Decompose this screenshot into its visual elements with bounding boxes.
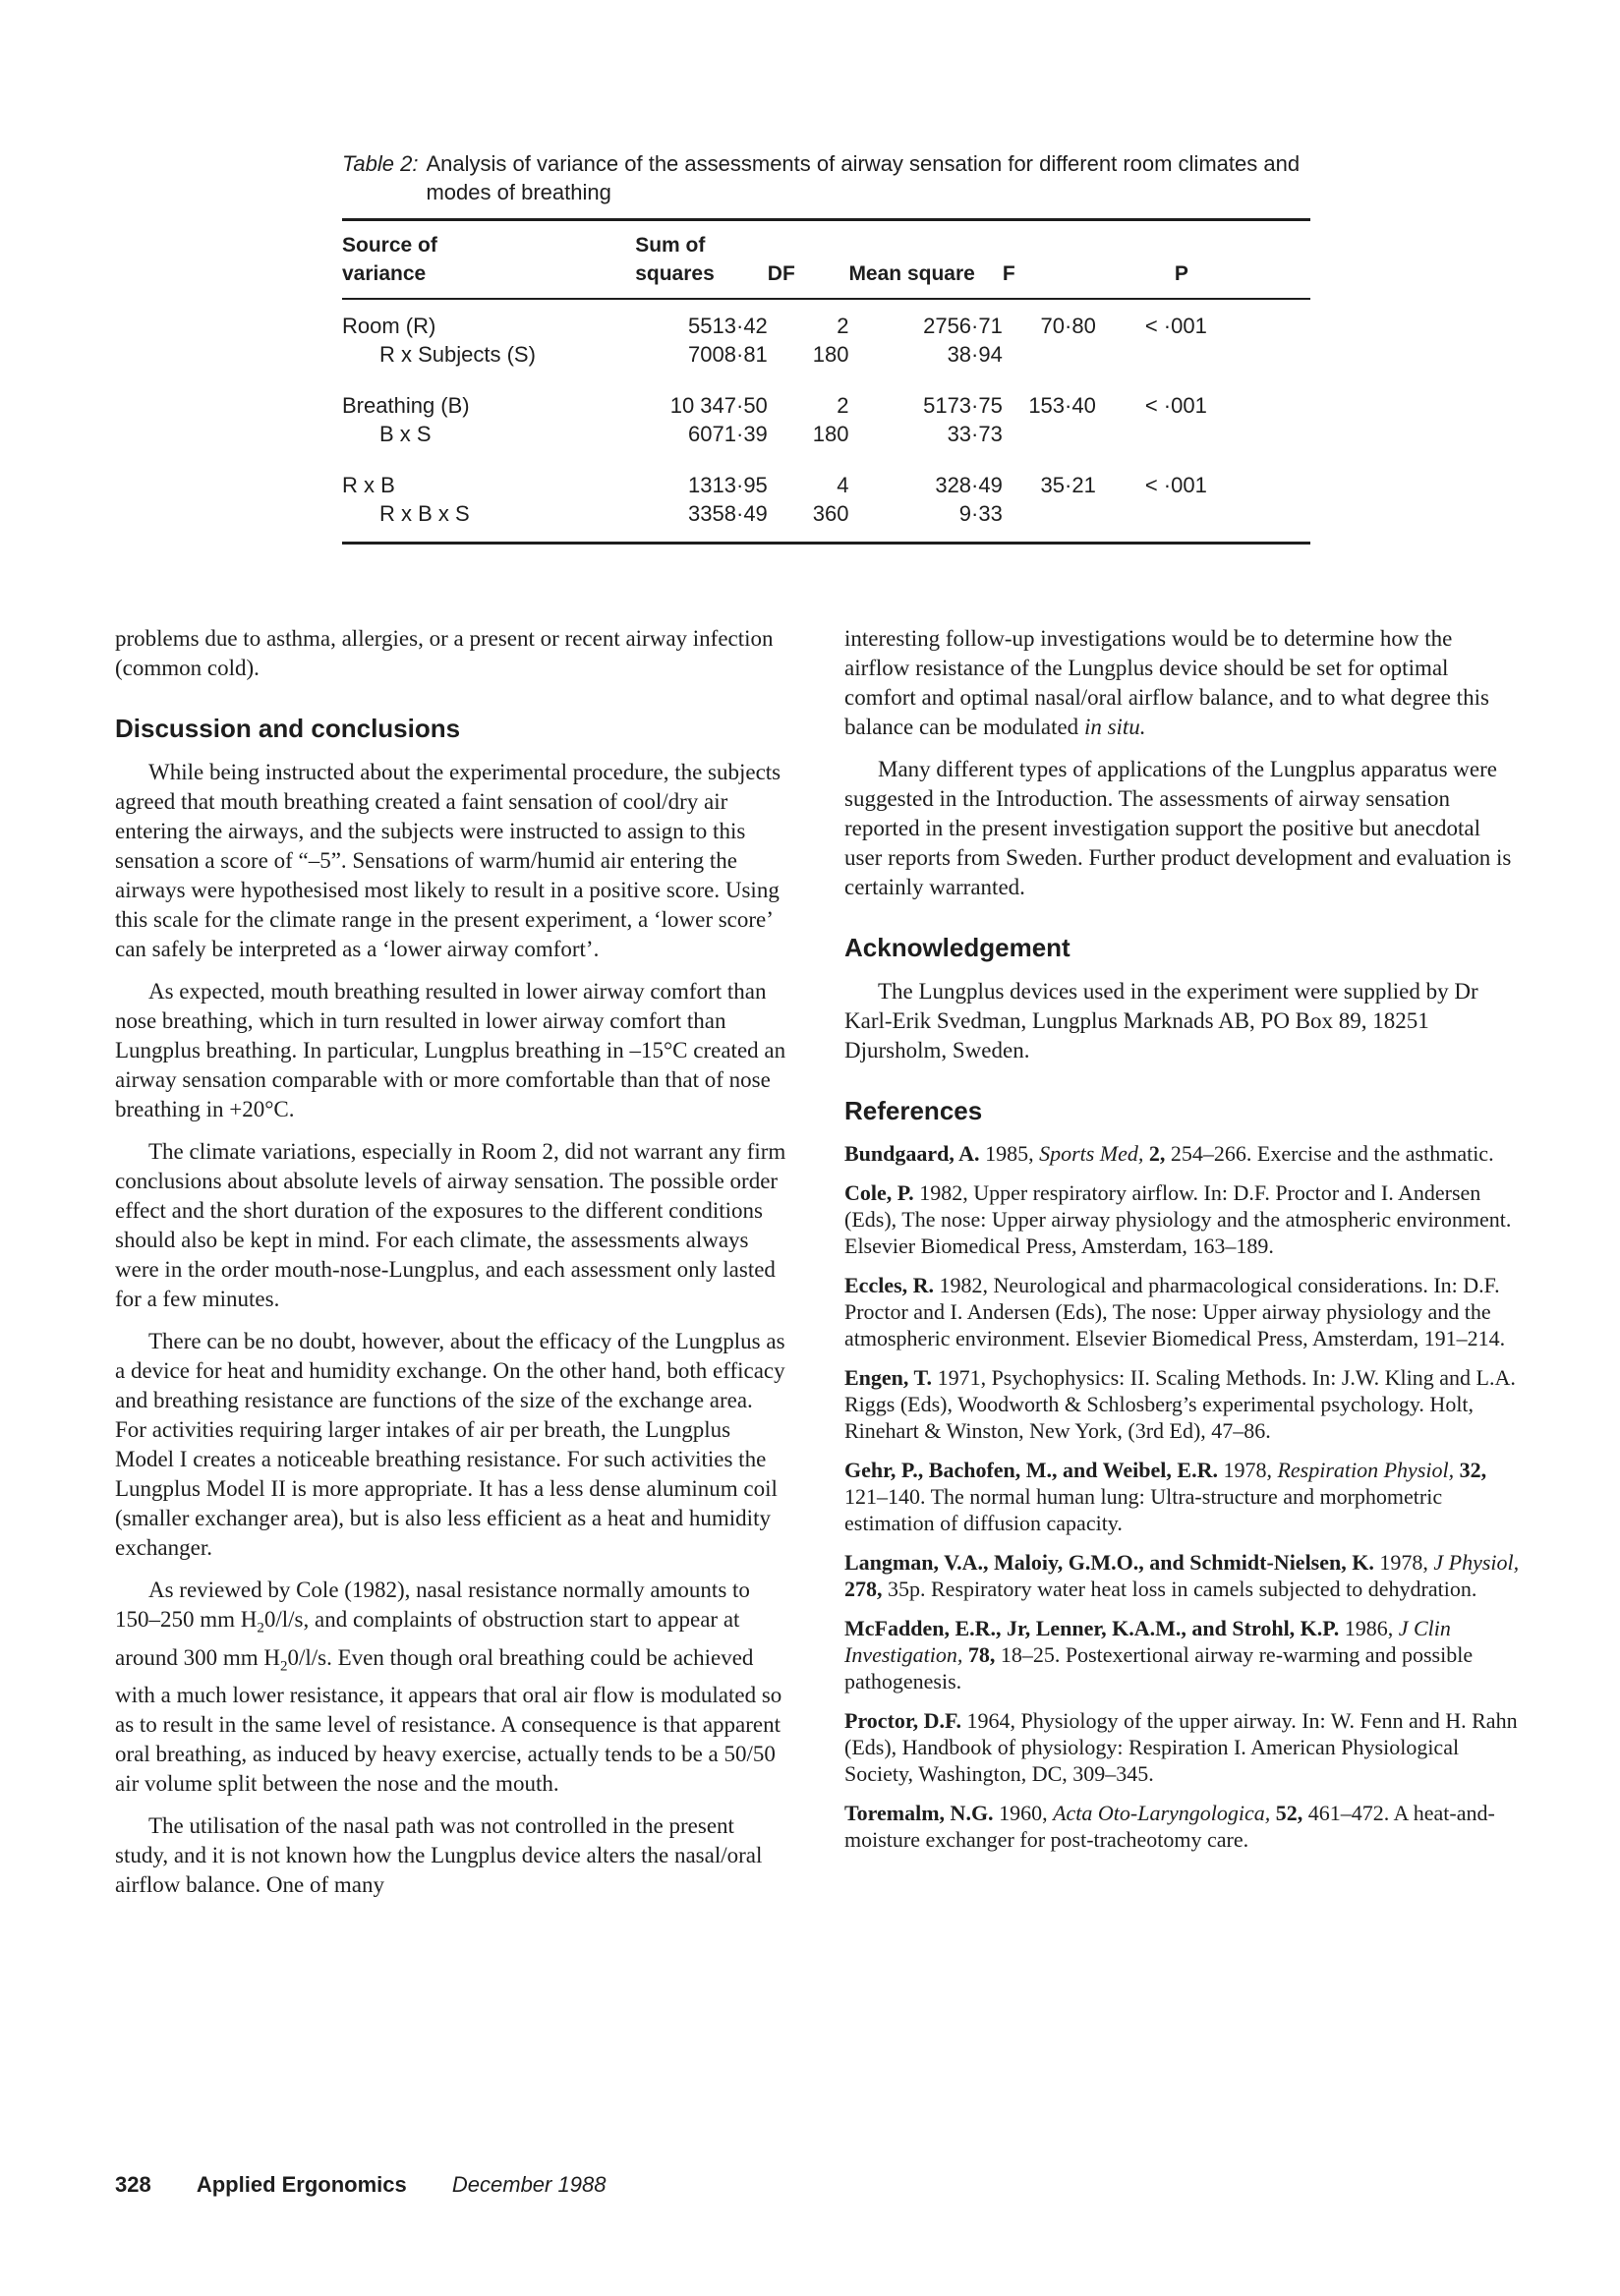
table-row bbox=[342, 340, 1310, 369]
table-label: Table 2: bbox=[342, 151, 419, 176]
paragraph: There can be no doubt, however, about the efficacy of the Lungplus as a device for heat and humidity exchange. On the other hand, both efficacy and breathing resistance are functions of the size of the exchange area. For activities requiring larger intakes of air per breath, the Lungplus Model I creates a noticeable breathing resistance. For such activities the Lungplus Model II is more appropriate. It has a less dense aluminum coil (smaller exchanger area), but is also less efficient as a heat and humidity exchanger. bbox=[115, 1329, 785, 1560]
table-bottom-rule bbox=[342, 542, 1310, 545]
table-row bbox=[342, 391, 1310, 420]
header-df: DF bbox=[767, 262, 795, 285]
cell-df: 180 bbox=[812, 422, 849, 446]
heading-discussion: Discussion and conclusions bbox=[115, 714, 461, 743]
ref-volume: 78, bbox=[962, 1642, 996, 1667]
cell-source: R x Subjects (S) bbox=[379, 342, 536, 367]
page-footer bbox=[115, 2172, 645, 2198]
ref-author: Bundgaard, A. bbox=[844, 1141, 980, 1166]
ref-author: McFadden, E.R., Jr, Lenner, K.A.M., and Strohl, K.P. bbox=[844, 1616, 1340, 1640]
table-row bbox=[342, 471, 1310, 499]
heading-acknowledgement: Acknowledgement bbox=[844, 933, 1070, 962]
ref-text: 121–140. The normal human lung: Ultra-structure and morphometric estimation of diffusion capacity. bbox=[844, 1484, 1443, 1535]
cell-df: 180 bbox=[812, 342, 849, 367]
cell-f bbox=[1003, 340, 1096, 369]
ref-journal: J Clin Investigation, bbox=[844, 1616, 1451, 1667]
table-header-row bbox=[342, 221, 1310, 298]
ref-author: Eccles, R. bbox=[844, 1273, 935, 1297]
reference-item bbox=[844, 1364, 1523, 1444]
ref-text: 1978, bbox=[1373, 1550, 1434, 1575]
cell-ms: 328·49 bbox=[935, 473, 1003, 497]
table-caption-text: Analysis of variance of the assessments of airway sensation for different room climates and modes of breathing bbox=[426, 151, 1301, 204]
ref-author: Engen, T. bbox=[844, 1365, 933, 1390]
table-row bbox=[342, 420, 1310, 448]
table-row bbox=[342, 499, 1310, 528]
cell-source: R x B x S bbox=[379, 501, 470, 526]
text-run: 0/l/s. Even though oral breathing could be achieved with a much lower resistance, it appears that oral air flow is modulated so as to result in the same level of resistance. A consequence is that apparent oral breathing, as induced by heavy exercise, actually tends to be a 50/50 air volume split between the nose and the mouth. bbox=[115, 1644, 782, 1797]
paragraph: As expected, mouth breathing resulted in lower airway comfort than nose breathing, which in turn resulted in lower airway comfort than Lungplus breathing. In particular, Lungplus breathing in –15°C created an airway sensation comparable with or more comfortable than that of nose breathing in +20°C. bbox=[115, 979, 786, 1121]
cell-f: 70·80 bbox=[1040, 314, 1096, 338]
ref-volume: 32, bbox=[1454, 1458, 1487, 1482]
cell-p: < ·001 bbox=[1144, 314, 1207, 338]
ref-text: 35p. Respiratory water heat loss in camels subjected to dehydration. bbox=[882, 1577, 1477, 1601]
reference-list bbox=[844, 1140, 1523, 1853]
header-source: Source of variance bbox=[342, 234, 437, 285]
paragraph bbox=[115, 1576, 788, 1799]
subscript: 2 bbox=[257, 1620, 264, 1636]
heading-references: References bbox=[844, 1096, 983, 1125]
paragraph bbox=[844, 624, 1523, 742]
reference-item bbox=[844, 1140, 1523, 1167]
ref-journal: Sports Med, bbox=[1039, 1141, 1144, 1166]
ref-author: Langman, V.A., Maloiy, G.M.O., and Schmidt-Nielsen, K. bbox=[844, 1550, 1374, 1575]
ref-volume: 2, bbox=[1143, 1141, 1166, 1166]
ref-text: 1978, bbox=[1217, 1458, 1278, 1482]
reference-item bbox=[844, 1272, 1523, 1351]
text-run: 0/l/s, and complaints of obstruction start to appear at around 300 mm H bbox=[115, 1607, 740, 1670]
cell-ms: 38·94 bbox=[947, 342, 1003, 367]
ref-text: 1986, bbox=[1339, 1616, 1399, 1640]
ref-journal: J Physiol, bbox=[1433, 1550, 1520, 1575]
cell-ss: 6071·39 bbox=[688, 422, 768, 446]
ref-text: 461–472. A heat-and-moisture exchanger for post-tracheotomy care. bbox=[844, 1801, 1495, 1852]
issue-date: December 1988 bbox=[451, 2172, 607, 2197]
cell-p bbox=[1096, 420, 1310, 448]
paragraph: The Lungplus devices used in the experiment were supplied by Dr Karl-Erik Svedman, Lungplus Marknads AB, PO Box 89, 18251 Djursholm, Sweden. bbox=[844, 979, 1478, 1062]
cell-ss: 7008·81 bbox=[688, 342, 768, 367]
reference-item bbox=[844, 1179, 1523, 1259]
ref-volume: 52, bbox=[1270, 1801, 1303, 1825]
cell-source: Room (R) bbox=[342, 314, 436, 338]
cell-f bbox=[1003, 499, 1096, 528]
ref-text: 1985, bbox=[979, 1141, 1040, 1166]
ref-author: Gehr, P., Bachofen, M., and Weibel, E.R. bbox=[844, 1458, 1218, 1482]
ref-text: 1982, Neurological and pharmacological considerations. In: D.F. Proctor and I. Andersen (Eds), The nose: Upper airway physiology and the atmospheric environment. Elsevier Biomedical Press, Amsterdam, 191–214. bbox=[844, 1273, 1506, 1350]
ref-author: Toremalm, N.G. bbox=[844, 1801, 994, 1825]
ref-text: 1971, Psychophysics: II. Scaling Methods. In: J.W. Kling and L.A. Riggs (Eds), Woodworth & Schlosberg’s experimental psychology. Holt, Rinehart & Winston, New York, (3rd Ed), 47–86. bbox=[844, 1365, 1516, 1443]
paragraph: The utilisation of the nasal path was not controlled in the present study, and it is not known how the Lungplus device alters the nasal/oral airflow balance. One of many bbox=[115, 1813, 763, 1898]
reference-item bbox=[844, 1615, 1523, 1694]
reference-item bbox=[844, 1707, 1523, 1787]
ref-text: 18–25. Postexertional airway re-warming and possible pathogenesis. bbox=[844, 1642, 1474, 1693]
cell-source: Breathing (B) bbox=[342, 393, 470, 418]
reference-item bbox=[844, 1800, 1523, 1853]
cell-f: 35·21 bbox=[1040, 473, 1096, 497]
ref-volume: 278, bbox=[844, 1577, 883, 1601]
page-number: 328 bbox=[115, 2172, 151, 2197]
cell-p bbox=[1096, 340, 1310, 369]
journal-name: Applied Ergonomics bbox=[196, 2172, 407, 2197]
ref-journal: Respiration Physiol, bbox=[1277, 1458, 1455, 1482]
cell-ss: 3358·49 bbox=[688, 501, 768, 526]
cell-p: < ·001 bbox=[1144, 473, 1207, 497]
cell-df: 2 bbox=[837, 314, 849, 338]
cell-ss: 10 347·50 bbox=[669, 393, 768, 418]
subscript: 2 bbox=[280, 1658, 288, 1675]
header-p: P bbox=[1174, 262, 1188, 285]
cell-f bbox=[1003, 420, 1096, 448]
header-ms: Mean square bbox=[848, 262, 975, 285]
ref-journal: Acta Oto-Laryngologica, bbox=[1053, 1801, 1271, 1825]
anova-table bbox=[342, 221, 1310, 528]
italic-run: in situ. bbox=[1083, 715, 1146, 739]
cell-ms: 33·73 bbox=[947, 422, 1003, 446]
reference-item bbox=[844, 1457, 1523, 1536]
cell-ms: 9·33 bbox=[958, 501, 1003, 526]
cell-p: < ·001 bbox=[1144, 393, 1207, 418]
text-run: interesting follow-up investigations would be to determine how the airflow resistance of the Lungplus device should be set for optimal comfort and optimal nasal/oral airflow balance, and to what degree this balance can be modulated bbox=[844, 626, 1489, 739]
header-ss: Sum of squares bbox=[635, 234, 715, 285]
cell-ms: 5173·75 bbox=[923, 393, 1003, 418]
ref-author: Cole, P. bbox=[844, 1180, 914, 1205]
paragraph: While being instructed about the experimental procedure, the subjects agreed that mouth breathing created a faint sensation of cool/dry air entering the airways, and the subjects were instructed to assign to this sensation a score of “–5”. Sensations of warm/humid air entering the airways were hypothesised most likely to result in a positive score. Using this scale for the climate range in the present experiment, a ‘lower score’ can safely be interpreted as a ‘lower airway comfort’. bbox=[115, 760, 781, 961]
text-run: As reviewed by Cole (1982), nasal resistance normally amounts to 150–250 mm H bbox=[115, 1578, 750, 1632]
cell-df: 360 bbox=[812, 501, 849, 526]
table-row bbox=[342, 312, 1310, 340]
cell-ss: 1313·95 bbox=[688, 473, 768, 497]
anova-table-block bbox=[342, 149, 1310, 545]
cell-f: 153·40 bbox=[1028, 393, 1096, 418]
ref-text: 1964, Physiology of the upper airway. In: W. Fenn and H. Rahn (Eds), Handbook of physiology: Respiration I. American Physiological Society, Washington, DC, 309–345. bbox=[844, 1708, 1518, 1786]
cell-df: 2 bbox=[837, 393, 849, 418]
ref-text: 1982, Upper respiratory airflow. In: D.F. Proctor and I. Andersen (Eds), The nose: Upper airway physiology and the atmospheric environment. Elsevier Biomedical Press, Amsterdam, 163–189. bbox=[844, 1180, 1512, 1258]
cell-df: 4 bbox=[837, 473, 849, 497]
ref-text: 1960, bbox=[993, 1801, 1054, 1825]
left-column bbox=[115, 624, 788, 1913]
cell-ms: 2756·71 bbox=[923, 314, 1003, 338]
cell-p bbox=[1096, 499, 1310, 528]
cell-ss: 5513·42 bbox=[688, 314, 768, 338]
header-f: F bbox=[1002, 262, 1015, 285]
right-column bbox=[844, 624, 1523, 1866]
paragraph: Many different types of applications of the Lungplus apparatus were suggested in the Introduction. The assessments of airway sensation reported in the present investigation support the positive but anecdotal user reports from Sweden. Further product development and evaluation is certainly warranted. bbox=[844, 757, 1512, 899]
reference-item bbox=[844, 1549, 1523, 1602]
paragraph: problems due to asthma, allergies, or a present or recent airway infection (common cold). bbox=[115, 626, 774, 680]
table-caption bbox=[342, 149, 1310, 206]
cell-source: R x B bbox=[342, 473, 395, 497]
cell-source: B x S bbox=[379, 422, 432, 446]
ref-author: Proctor, D.F. bbox=[844, 1708, 961, 1733]
paragraph: The climate variations, especially in Room 2, did not warrant any firm conclusions about absolute levels of airway sensation. The possible order effect and the short duration of the exposures to the different conditions should also be kept in mind. For each climate, the assessments always were in the order mouth-nose-Lungplus, and each assessment only lasted for a few minutes. bbox=[115, 1139, 786, 1311]
ref-text: 254–266. Exercise and the asthmatic. bbox=[1165, 1141, 1494, 1166]
